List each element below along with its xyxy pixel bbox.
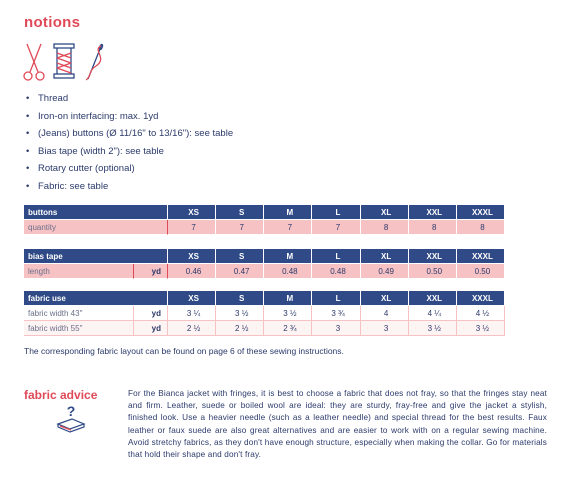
- thread-spool-icon: [54, 44, 74, 78]
- table-cell: 8: [409, 220, 457, 235]
- table-cell: 2 ½: [216, 321, 264, 336]
- list-item: • (Jeans) buttons (Ø 11/16" to 13/16"): see table: [24, 125, 233, 143]
- fabric-use-table: [24, 291, 505, 336]
- size-header: XXL: [409, 291, 457, 306]
- notions-illustration: [22, 40, 112, 82]
- table-cell: 2 ¾: [264, 321, 312, 336]
- row-unit: yd: [134, 306, 168, 321]
- bias-tape-table: [24, 249, 505, 279]
- table-cell: 8: [457, 220, 505, 235]
- row-label: quantity: [24, 220, 168, 235]
- table-header-label: buttons: [24, 205, 168, 220]
- table-row: [24, 306, 505, 321]
- list-item: • Thread: [24, 90, 233, 108]
- advice-title: fabric advice: [24, 388, 98, 402]
- table-cell: 0.48: [264, 264, 312, 279]
- table-cell: 3: [312, 321, 360, 336]
- notions-list: [24, 90, 233, 196]
- table-cell: 3 ¾: [312, 306, 360, 321]
- row-unit: yd: [134, 264, 168, 279]
- size-header: XL: [361, 291, 409, 306]
- table-cell: 7: [216, 220, 264, 235]
- table-cell: 3 ¼: [168, 306, 216, 321]
- size-header: XL: [361, 249, 409, 264]
- size-header: S: [216, 291, 264, 306]
- section-title: notions: [24, 14, 81, 31]
- size-header: XS: [168, 291, 216, 306]
- advice-text: For the Bianca jacket with fringes, it is best to choose a fabric that does not fray, so that the fringes stay neat and firm. Leather, suede or boiled wool are ideal: they are sturdy, fray-free and give the jacket a stylish, finished look. Use a heavier needle (such as a leather needle) and special thread for the best results. Faux leather or faux suede are also great alternatives and are easier to work with on a regular sewing machine. Avoid stretchy fabrics, as they don't have enough structure, especially when making the collar. Go for materials that hold their shape and don't fray.: [128, 389, 547, 460]
- table-cell: 3 ½: [264, 306, 312, 321]
- table-cell: 3 ½: [216, 306, 264, 321]
- size-header: S: [216, 205, 264, 220]
- size-header: XS: [168, 249, 216, 264]
- fabric-layout-note: The corresponding fabric layout can be found on page 6 of these sewing instructions.: [24, 346, 344, 356]
- size-header: XXXL: [457, 249, 505, 264]
- table-cell: 0.50: [457, 264, 505, 279]
- size-header: XL: [361, 205, 409, 220]
- table-row: [24, 264, 505, 279]
- size-header: L: [312, 249, 360, 264]
- table-header-label: bias tape: [24, 249, 168, 264]
- table-header-row: [24, 291, 505, 306]
- table-row: [24, 321, 505, 336]
- table-cell: 4: [361, 306, 409, 321]
- table-cell: 0.46: [168, 264, 216, 279]
- table-cell: 2 ½: [168, 321, 216, 336]
- table-header-row: [24, 249, 505, 264]
- table-cell: 4 ½: [457, 306, 505, 321]
- size-header: XXL: [409, 249, 457, 264]
- table-header-label: fabric use: [24, 291, 168, 306]
- table-cell: 0.50: [409, 264, 457, 279]
- needle-icon: [86, 44, 103, 80]
- table-cell: 7: [168, 220, 216, 235]
- size-header: L: [312, 291, 360, 306]
- list-item: • Iron-on interfacing: max. 1yd: [24, 108, 233, 126]
- table-cell: 0.47: [216, 264, 264, 279]
- table-row: [24, 220, 505, 235]
- table-cell: 7: [312, 220, 360, 235]
- scissors-icon: [24, 44, 44, 80]
- table-cell: 3 ½: [409, 321, 457, 336]
- size-header: M: [264, 205, 312, 220]
- table-cell: 7: [264, 220, 312, 235]
- size-header: S: [216, 249, 264, 264]
- size-header: XXXL: [457, 205, 505, 220]
- size-header: XXXL: [457, 291, 505, 306]
- table-cell: 8: [361, 220, 409, 235]
- list-item: • Bias tape (width 2"): see table: [24, 143, 233, 161]
- table-cell: 0.49: [361, 264, 409, 279]
- size-header: M: [264, 291, 312, 306]
- row-unit: yd: [134, 321, 168, 336]
- size-header: M: [264, 249, 312, 264]
- size-header: L: [312, 205, 360, 220]
- fabric-question-icon: [54, 400, 88, 434]
- table-cell: 0.48: [312, 264, 360, 279]
- table-cell: 3: [361, 321, 409, 336]
- list-item: • Fabric: see table: [24, 178, 233, 196]
- row-label: length: [24, 264, 134, 279]
- table-cell: 4 ¼: [409, 306, 457, 321]
- table-header-row: [24, 205, 505, 220]
- size-header: XS: [168, 205, 216, 220]
- table-cell: 3 ½: [457, 321, 505, 336]
- svg-text:?: ?: [66, 403, 76, 419]
- buttons-table: [24, 205, 505, 235]
- row-label: fabric width 55": [24, 321, 134, 336]
- row-label: fabric width 43": [24, 306, 134, 321]
- list-item: • Rotary cutter (optional): [24, 160, 233, 178]
- size-header: XXL: [409, 205, 457, 220]
